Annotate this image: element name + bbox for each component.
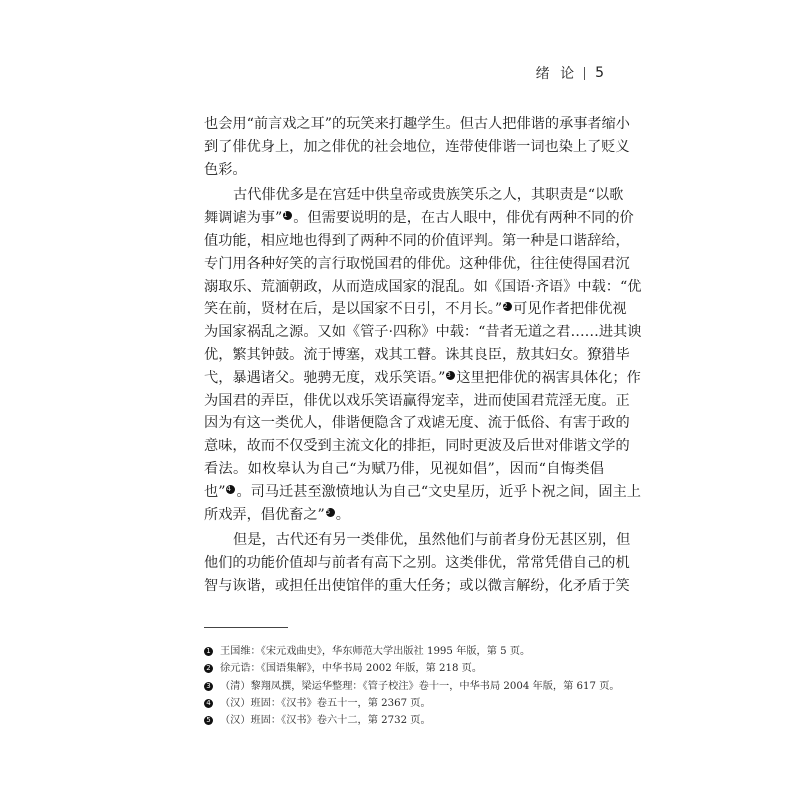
footnote-marker[interactable]: 2: [503, 302, 512, 311]
header-divider: [584, 67, 585, 80]
footnote-marker[interactable]: 1: [283, 211, 292, 220]
page-number: 5: [595, 65, 604, 81]
paragraph: [204, 113, 630, 181]
footnote-item: [204, 660, 624, 677]
footnote-rule: [204, 627, 288, 628]
footnote-marker[interactable]: 5: [326, 508, 335, 517]
running-head: [536, 63, 604, 83]
text-line: 溺取乐、荒湎朝政，从而造成国家的混乱。如《国语·齐语》中载：“优: [204, 278, 642, 295]
text-line: 舞调谑为事”1 。但需要说明的是，在古人眼中，俳优有两种不同的价: [204, 210, 634, 227]
footnote-number-icon: 2: [204, 664, 213, 673]
text-line: 古代俳优多是在宫廷中供皇帝或贵族笑乐之人，其职责是“以歌: [233, 187, 624, 204]
text-line: 意味，故而不仅受到主流文化的排拒，同时更波及后世对俳谐文学的: [204, 438, 630, 455]
footnote-marker[interactable]: 4: [226, 485, 235, 494]
footnote-number-icon: 3: [204, 682, 213, 691]
footnote-text: 徐元诰：《国语集解》，中华书局 2002 年版，第 218 页。: [220, 663, 483, 675]
text-line: 他们的功能价值却与前者有高下之别。这类俳优，常常凭借自己的机: [204, 555, 630, 572]
text-line: 但是，古代还有另一类俳优，虽然他们与前者身份无甚区别，但: [233, 532, 631, 549]
footnote-item: [204, 643, 624, 660]
footnote-item: [204, 695, 624, 712]
footnotes: [204, 643, 624, 729]
text-line: 所戏弄，倡优畜之”5 。: [204, 506, 350, 523]
footnote-text: （汉）班固：《汉书》卷五十一，第 2367 页。: [220, 697, 431, 709]
footnote-number-icon: 1: [204, 647, 213, 656]
footnote-item: [204, 678, 624, 695]
paragraph: [204, 529, 631, 597]
text-line: 弋，暴遇诸父。驰骋无度，戏乐笑语。”3 这里把俳优的祸害具体化；作: [204, 369, 641, 386]
text-line: 值功能，相应地也得到了两种不同的价值评判。第一种是口谐辞给，: [204, 232, 630, 249]
footnote-item: [204, 712, 624, 729]
text-line: 专门用各种好笑的言行取悦国君的俳优。这种俳优，往往使得国君沉: [204, 255, 630, 272]
footnote-text: （汉）班固：《汉书》卷六十二，第 2732 页。: [220, 715, 431, 727]
text-line: 笑在前，贤材在后，是以国家不日引，不月长。”2 可见作者把俳优视: [204, 301, 627, 318]
text-line: 为国家祸乱之源。又如《管子·四称》中载：“昔者无道之君……进其谀: [204, 324, 642, 341]
paragraph: [204, 184, 642, 526]
text-line: 看法。如枚皋认为自己“为赋乃俳，见视如倡”，因而“自悔类倡: [204, 460, 604, 477]
body-text: [204, 113, 642, 601]
text-line: 优，繁其钟鼓。流于博塞，戏其工瞽。诛其良臣，敖其妇女。獠猎毕: [204, 346, 630, 363]
chapter-title: 绪 论: [535, 66, 578, 82]
text-line: 因为有这一类优人，俳谐便隐含了戏谑无度、流于低俗、有害于政的: [204, 415, 630, 432]
text-line: 色彩。: [204, 161, 247, 178]
text-line: 智与诙谐，或担任出使馆伴的重大任务；或以微言解纷，化矛盾于笑: [204, 577, 630, 594]
footnote-text: 王国维：《宋元戏曲史》，华东师范大学出版社 1995 年版，第 5 页。: [220, 646, 531, 657]
footnote-marker[interactable]: 3: [446, 371, 455, 380]
text-line: 到了俳优身上，加之俳优的社会地位，连带使俳谐一词也染上了贬义: [204, 138, 630, 155]
footnote-number-icon: 4: [204, 699, 213, 708]
footnote-number-icon: 5: [204, 716, 213, 725]
text-line: 也”4 。司马迁甚至激愤地认为自己“文史星历，近乎卜祝之间，固主上: [204, 483, 641, 500]
footnote-text: （清）黎翔凤撰，梁运华整理：《管子校注》卷十一，中华书局 2004 年版，第 617 页。: [220, 680, 620, 692]
text-line: 为国君的弄臣，俳优以戏乐笑语赢得宠幸，进而使国君荒淫无度。正: [204, 392, 630, 409]
text-line: 也会用“前言戏之耳”的玩笑来打趣学生。但古人把俳谐的承事者缩小: [204, 116, 630, 132]
